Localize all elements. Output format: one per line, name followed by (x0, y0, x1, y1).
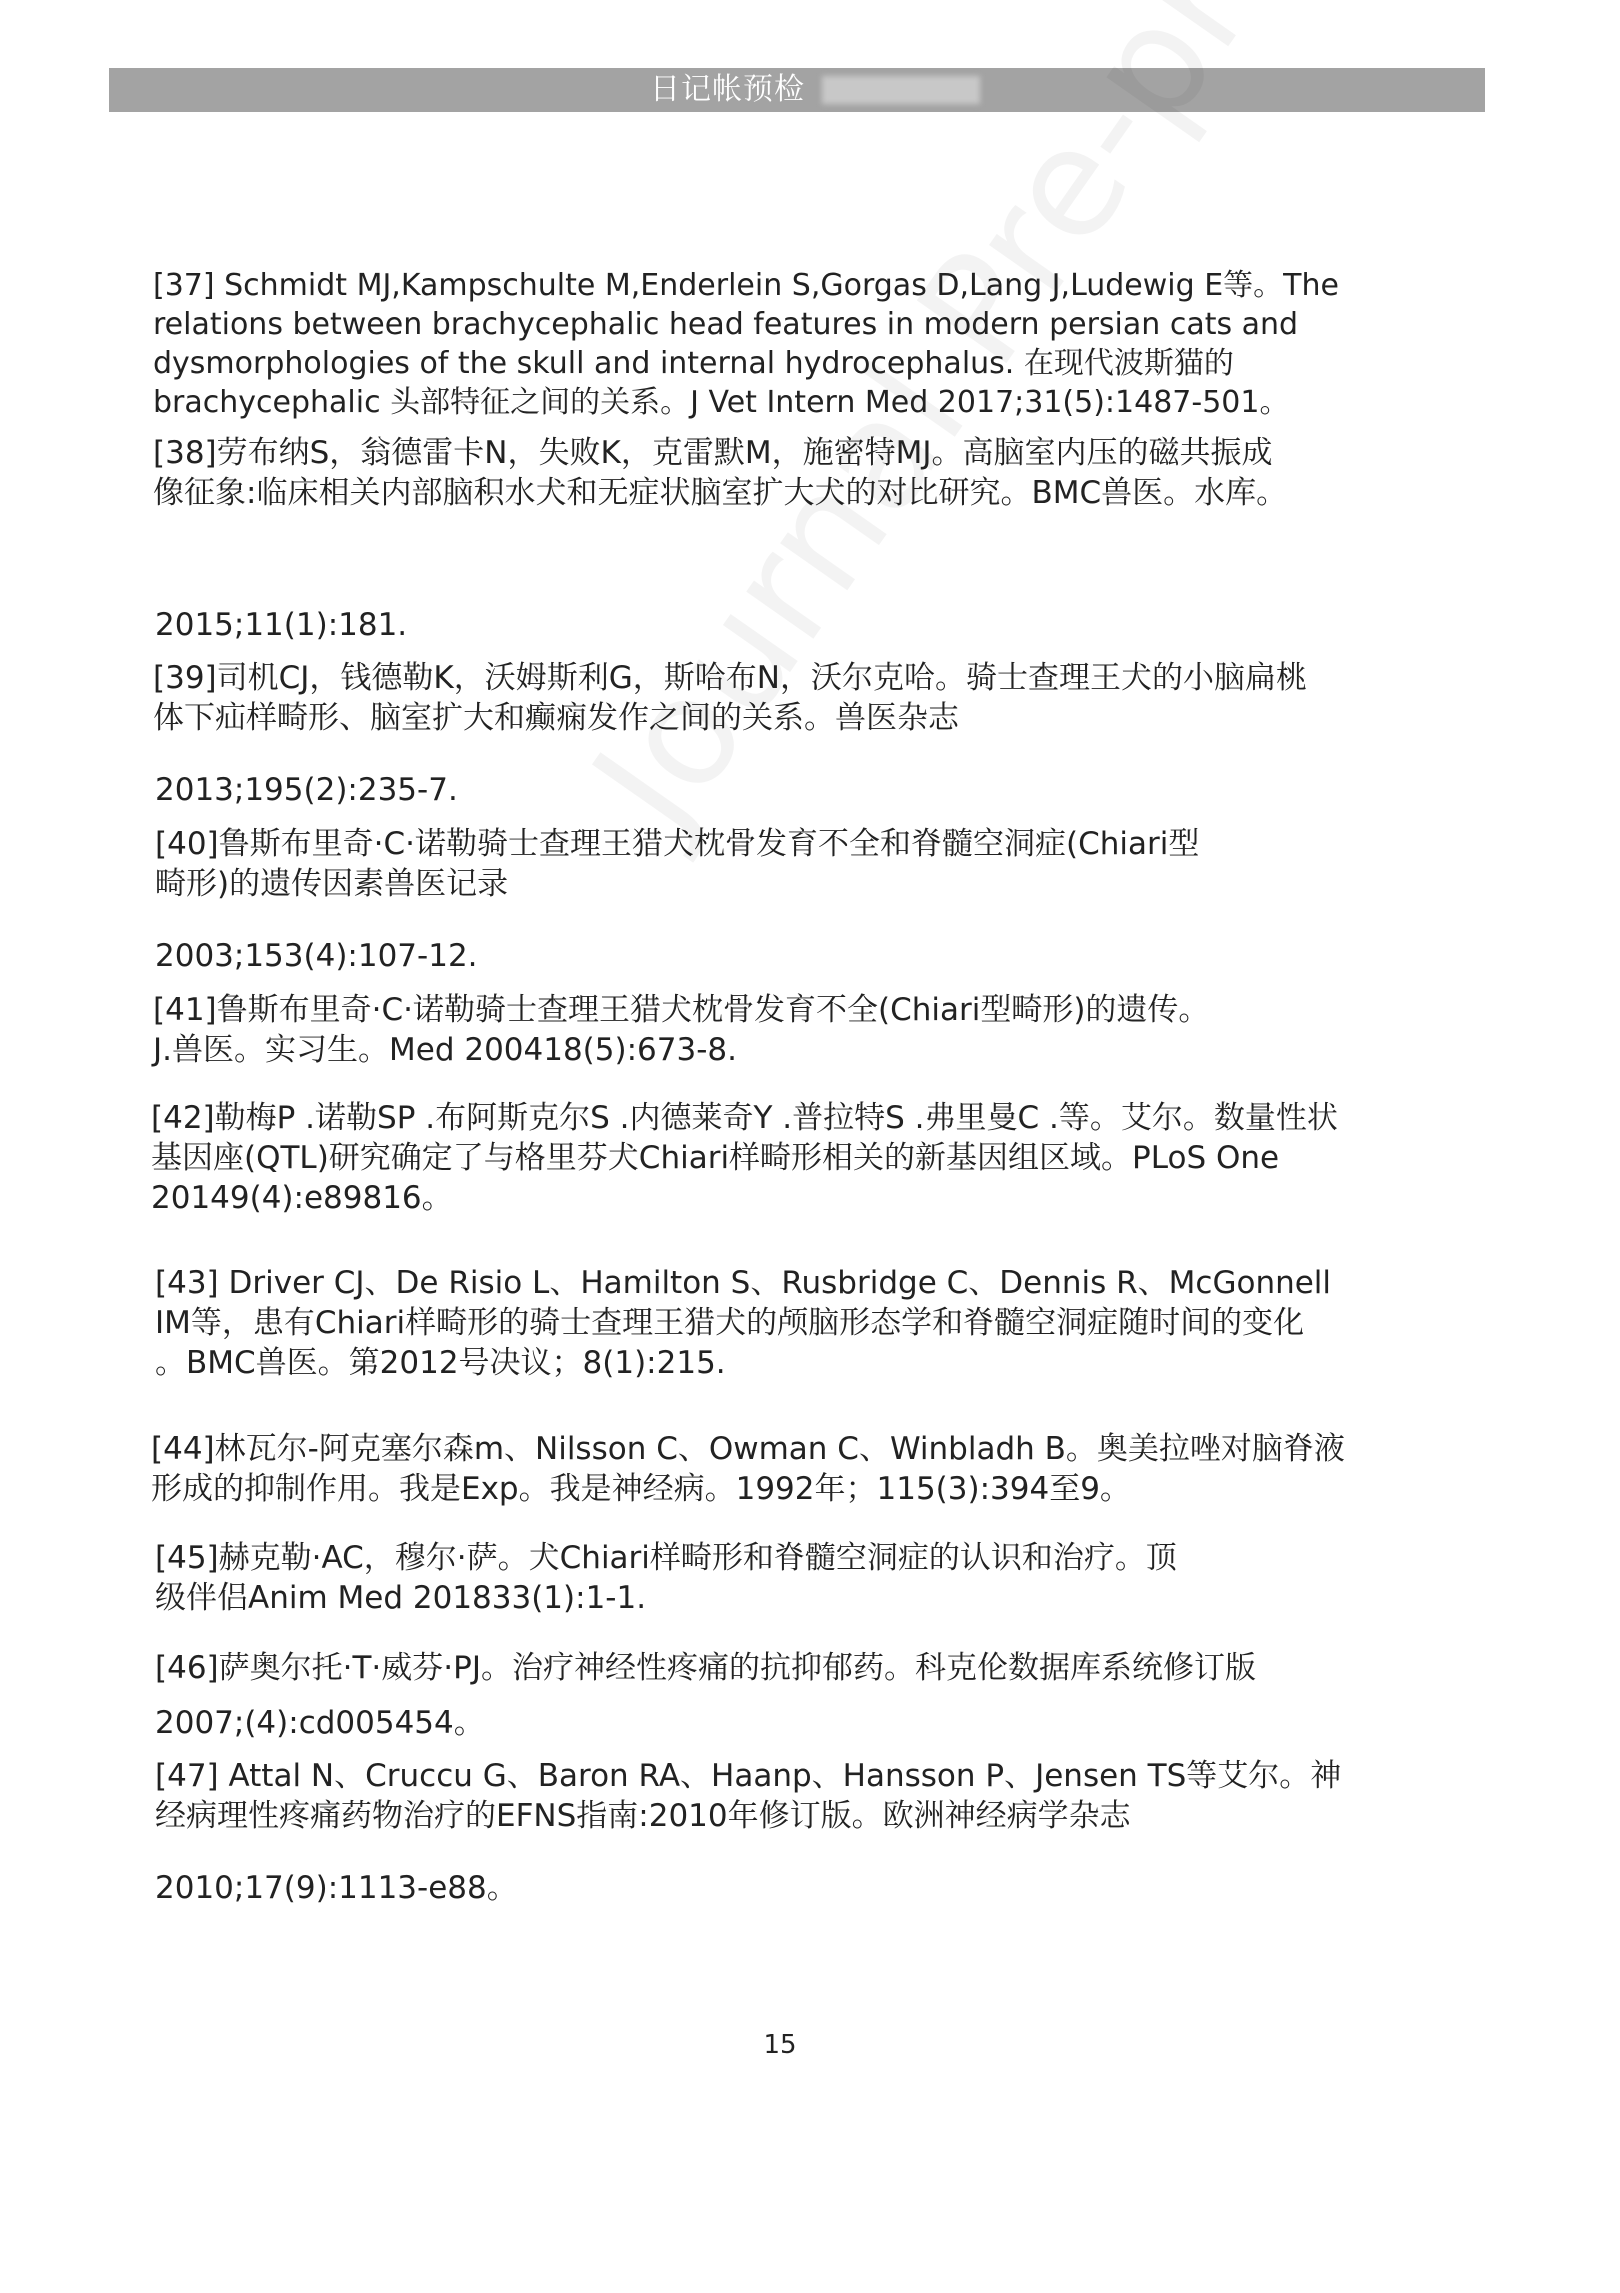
reference-44: [44]林瓦尔-阿克塞尔森m、Nilsson C、Owman C、Winbladh B。奥美拉唑对脑脊液 形成的抑制作用。我是Exp。我是神经病。1992年；115(3):394至9。 (151, 1431, 1345, 1507)
reference-47: [47] Attal N、Cruccu G、Baron RA、Haanp、Hansson P、Jensen TS等艾尔。神 经病理性疼痛药物治疗的EFNS指南:2010年修订版。欧洲神经病学杂志 (155, 1758, 1342, 1834)
reference-43: [43] Driver CJ、De Risio L、Hamilton S、Rusbridge C、Dennis R、McGonnell IM等，患有Chiari样畸形的骑士查理王猎犬的颅脑形态学和脊髓空洞症随时间的变化 。BMC兽医。第2012号决议；8(1):215. (155, 1265, 1332, 1381)
header-blurred-text (822, 76, 980, 104)
header-title: 日记帐预检 (650, 72, 805, 107)
reference-45: [45]赫克勒·AC，穆尔·萨。犬Chiari样畸形和脊髓空洞症的认识和治疗。顶 级伴侣Anim Med 201833(1):1-1. (155, 1540, 1177, 1616)
reference-38-cont: 2015;11(1):181. (155, 607, 408, 643)
reference-46: [46]萨奥尔托·T·威芬·PJ。治疗神经性疼痛的抗抑郁药。科克伦数据库系统修订版 (155, 1650, 1256, 1686)
reference-37: [37] Schmidt MJ,Kampschulte M,Enderlein S,Gorgas D,Lang J,Ludewig E等。The relations between brachycephalic head features in modern persian cats and dysmorphologies of the skull and internal hydrocephalus. 在现代波斯猫的 brachycephalic 头部特征之间的关系。J Vet Intern Med 2017;31(5):1487-501。 (153, 268, 1339, 420)
reference-38: [38]劳布纳S，翁德雷卡N，失败K，克雷默M，施密特MJ。高脑室内压的磁共振成 像征象:临床相关内部脑积水犬和无症状脑室扩大犬的对比研究。BMC兽医。水库。 (153, 435, 1288, 511)
reference-40: [40]鲁斯布里奇·C·诺勒骑士查理王猎犬枕骨发育不全和脊髓空洞症(Chiari型 畸形)的遗传因素兽医记录 (155, 826, 1200, 902)
reference-40-cont: 2003;153(4):107-12. (155, 938, 478, 974)
reference-42: [42]勒梅P .诺勒SP .布阿斯克尔S .内德莱奇Y .普拉特S .弗里曼C .等。艾尔。数量性状 基因座(QTL)研究确定了与格里芬犬Chiari样畸形相关的新基因组区域。PLoS One 20149(4):e89816。 (151, 1100, 1338, 1216)
reference-39-cont: 2013;195(2):235-7. (155, 772, 458, 808)
reference-46-cont: 2007;(4):cd005454。 (155, 1705, 485, 1741)
reference-41: [41]鲁斯布里奇·C·诺勒骑士查理王猎犬枕骨发育不全(Chiari型畸形)的遗传。 J.兽医。实习生。Med 200418(5):673-8. (153, 992, 1210, 1068)
page-number: 15 (763, 2030, 797, 2060)
reference-39: [39]司机CJ，钱德勒K，沃姆斯利G，斯哈布N，沃尔克哈。骑士查理王犬的小脑扁桃 体下疝样畸形、脑室扩大和癫痫发作之间的关系。兽医杂志 (153, 660, 1307, 736)
reference-47-cont: 2010;17(9):1113-e88。 (155, 1870, 518, 1906)
